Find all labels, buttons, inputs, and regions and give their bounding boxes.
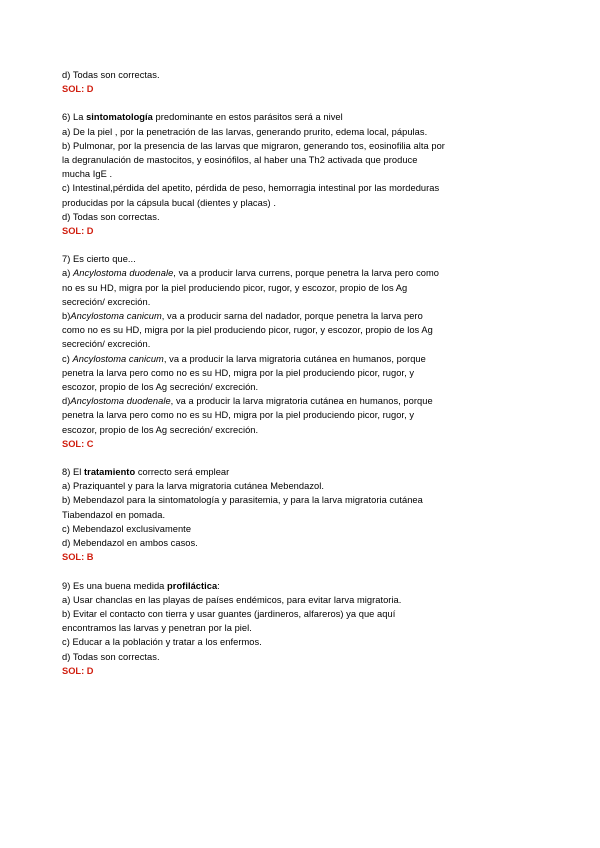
text-run: , va a producir la larva migratoria cutánea en humanos, porque — [170, 396, 433, 407]
bold-text-run: tratamiento — [84, 467, 136, 478]
text-run: producidas por la cápsula bucal (dientes y placas) . — [62, 197, 276, 208]
text-line — [62, 635, 538, 649]
text-line — [62, 110, 538, 124]
text-line — [62, 465, 538, 479]
text-line — [62, 579, 538, 593]
text-line — [62, 125, 538, 139]
text-line — [62, 607, 538, 621]
text-run: c) — [62, 353, 73, 364]
text-line — [62, 323, 538, 337]
text-line — [62, 408, 538, 422]
text-run: la degranulación de mastocitos, y eosinófilos, al haber una Th2 activada que produce — [62, 155, 418, 166]
text-line — [62, 309, 538, 323]
text-run: a) Usar chanclas en las playas de países endémicos, para evitar larva migratoria. — [62, 594, 402, 605]
text-run: 6) La — [62, 112, 87, 123]
text-run: escozor, propio de los Ag secreción/ excreción. — [62, 424, 259, 435]
text-line — [62, 621, 538, 635]
text-run: 8) El — [62, 467, 84, 478]
text-line — [62, 650, 538, 664]
bold-text-run: profiláctica — [167, 580, 218, 591]
solution-label: SOL: D — [62, 226, 94, 237]
text-run: d) Todas son correctas. — [62, 211, 160, 222]
text-run: d) Todas son correctas. — [62, 70, 160, 80]
text-run: , va a producir sarna del nadador, porque penetra la larva pero — [161, 311, 423, 322]
text-line — [62, 508, 538, 522]
text-line — [62, 423, 538, 437]
text-run: encontramos las larvas y penetran por la piel. — [62, 623, 252, 634]
text-line — [62, 493, 538, 507]
text-run: d) — [62, 396, 71, 407]
text-run: c) Mebendazol exclusivamente — [62, 523, 192, 534]
document-content — [62, 68, 538, 678]
text-run: como no es su HD, migra por la piel produciendo picor, rugor, y escozor, propio de los Ag — [62, 325, 433, 336]
text-line — [62, 196, 538, 210]
text-line — [62, 366, 538, 380]
solution-label: SOL: C — [62, 438, 94, 449]
text-run: mucha IgE . — [62, 169, 113, 180]
text-run: penetra la larva pero como no es su HD, migra por la piel produciendo picor, rugor, y — [62, 410, 415, 421]
text-line — [62, 593, 538, 607]
text-run: , va a producir la larva migratoria cutánea en humanos, porque — [163, 353, 426, 364]
text-line — [62, 252, 538, 266]
text-run: b) Mebendazol para la sintomatología y parasitemia, y para la larva migratoria cutánea — [62, 495, 423, 506]
text-line — [62, 266, 538, 280]
text-run: : — [217, 580, 220, 591]
italic-text-run: Ancylostoma duodenale — [70, 396, 171, 407]
text-run: Tiabendazol en pomada. — [62, 509, 166, 520]
text-run: a) — [62, 268, 73, 279]
italic-text-run: Ancylostoma duodenale — [73, 268, 174, 279]
text-line — [62, 210, 538, 224]
text-line — [62, 394, 538, 408]
question-block — [62, 465, 538, 564]
text-run: secreción/ excreción. — [62, 339, 151, 350]
text-line — [62, 337, 538, 351]
text-run: b) — [62, 311, 71, 322]
text-line — [62, 536, 538, 550]
bold-text-run: sintomatología — [86, 112, 153, 123]
solution-label: SOL: D — [62, 84, 94, 95]
italic-text-run: Ancylostoma canicum — [72, 353, 164, 364]
italic-text-run: Ancylostoma canicum — [70, 311, 162, 322]
text-line — [62, 153, 538, 167]
text-line — [62, 68, 538, 82]
text-run: 7) Es cierto que... — [62, 254, 136, 265]
text-line — [62, 167, 538, 181]
text-run: d) Todas son correctas. — [62, 651, 160, 662]
text-run: correcto será emplear — [135, 467, 230, 478]
question-block — [62, 579, 538, 678]
text-line — [62, 281, 538, 295]
text-line — [62, 295, 538, 309]
text-run: , va a producir larva currens, porque penetra la larva pero como — [173, 268, 440, 279]
text-run: no es su HD, migra por la piel produciendo picor, rugor, y escozor, propio de los Ag — [62, 282, 408, 293]
text-run: a) Praziquantel y para la larva migratoria cutánea Mebendazol. — [62, 481, 325, 492]
text-line — [62, 479, 538, 493]
text-run: c) Educar a la población y tratar a los enfermos. — [62, 637, 262, 648]
text-run: d) Mebendazol en ambos casos. — [62, 538, 198, 549]
text-run: penetra la larva pero como no es su HD, migra por la piel produciendo picor, rugor, y — [62, 367, 415, 378]
text-run: escozor, propio de los Ag secreción/ excreción. — [62, 382, 259, 393]
text-run: b) Evitar el contacto con tierra y usar guantes (jardineros, alfareros) ya que aquí — [62, 608, 396, 619]
text-line — [62, 181, 538, 195]
text-line — [62, 522, 538, 536]
question-block — [62, 252, 538, 451]
question-block — [62, 110, 538, 238]
text-run: a) De la piel , por la penetración de las larvas, generando prurito, edema local, pápulas. — [62, 126, 428, 137]
solution-label: SOL: D — [62, 665, 94, 676]
solution-label: SOL: B — [62, 552, 94, 563]
text-run: 9) Es una buena medida — [62, 580, 168, 591]
text-line — [62, 139, 538, 153]
text-line — [62, 380, 538, 394]
text-run: secreción/ excreción. — [62, 296, 151, 307]
text-line — [62, 352, 538, 366]
text-run: c) Intestinal,pérdida del apetito, pérdida de peso, hemorragia intestinal por las mordeduras — [62, 183, 440, 194]
text-run: b) Pulmonar, por la presencia de las larvas que migraron, generando tos, eosinofilia alta por — [62, 140, 445, 151]
text-run: predominante en estos parásitos será a nivel — [152, 112, 343, 123]
question-block — [62, 68, 538, 96]
